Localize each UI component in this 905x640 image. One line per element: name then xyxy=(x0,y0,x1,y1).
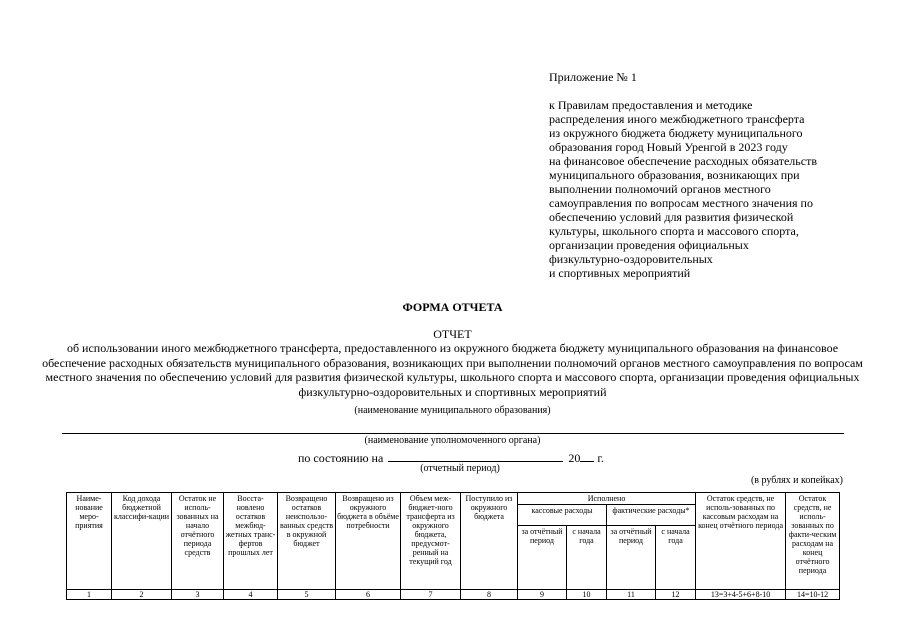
report-table xyxy=(66,492,840,600)
appendix-block xyxy=(549,70,869,280)
column-number: 9 xyxy=(518,590,567,600)
appendix-line: организации проведения официальных xyxy=(549,238,749,252)
header-cell: Остаток средств, не исполь-зованных по кассовым расходам на конец отчётного периода xyxy=(696,493,786,590)
header-cell: Код дохода бюджетной классифи-кации xyxy=(112,493,172,590)
appendix-line: муниципального образования, возникающих при xyxy=(549,168,800,182)
appendix-line: выполнении полномочий органов местного xyxy=(549,182,771,196)
appendix-line: культуры, школьного спорта и массового спорта, xyxy=(549,224,799,238)
header-cell-cash: кассовые расходы xyxy=(518,505,607,526)
header-cell: Остаток средств, не исполь-зованных по факти-ческим расходам на конец отчётного периода xyxy=(786,493,840,590)
header-cell: Восста-новлено остатков межбюд-жетных транс-фертов прошлых лет xyxy=(224,493,278,590)
header-cell: Остаток не исполь-зованных на начало отчётного периода средств xyxy=(172,493,224,590)
header-cell: с начала года xyxy=(567,526,607,590)
year-suffix: г. xyxy=(597,451,604,465)
appendix-line: и спортивных мероприятий xyxy=(549,266,691,280)
municipality-caption: (наименование муниципального образования) xyxy=(354,405,551,416)
header-cell: Возвращено остатков неиспользо-ванных средств в окружной бюджет xyxy=(278,493,336,590)
column-number: 8 xyxy=(461,590,518,600)
appendix-line: обеспечению условий для развития физической xyxy=(549,210,794,224)
header-cell-actual: фактические расходы* xyxy=(607,505,696,526)
column-number: 1 xyxy=(67,590,112,600)
column-number: 3 xyxy=(172,590,224,600)
column-number-row xyxy=(67,590,840,600)
form-title: ФОРМА ОТЧЕТА xyxy=(402,300,503,314)
column-number: 12 xyxy=(656,590,696,600)
authority-caption: (наименование уполномоченного органа) xyxy=(364,435,541,446)
header-cell-executed: Исполнено xyxy=(518,493,696,505)
appendix-line: к Правилам предоставления и методике xyxy=(549,98,753,112)
header-cell: Поступило из окружного бюджета xyxy=(461,493,518,590)
header-cell: Возвращено из окружного бюджета в объёме потребности xyxy=(336,493,401,590)
header-row xyxy=(67,493,840,505)
appendix-line: физкультурно-оздоровительных xyxy=(549,252,713,266)
units-label: (в рублях и копейках) xyxy=(750,475,843,486)
report-title: ОТЧЕТ xyxy=(433,327,472,341)
appendix-title: Приложение № 1 xyxy=(549,70,637,84)
appendix-lines xyxy=(549,98,869,280)
appendix-line: из окружного бюджета бюджету муниципального xyxy=(549,126,803,140)
authority-line xyxy=(62,433,844,434)
header-cell: с начала года xyxy=(656,526,696,590)
appendix-line: самоуправления по вопросам местного значения по xyxy=(549,196,813,210)
appendix-line: на финансовое обеспечение расходных обязательств xyxy=(549,154,818,168)
column-number: 2 xyxy=(112,590,172,600)
column-number: 7 xyxy=(401,590,461,600)
date-blank xyxy=(388,451,563,462)
column-number: 14=10-12 xyxy=(786,590,840,600)
header-cell: за отчётный период xyxy=(607,526,656,590)
header-cell: за отчётный период xyxy=(518,526,567,590)
appendix-line: распределения иного межбюджетного трансферта xyxy=(549,112,805,126)
year-blank xyxy=(580,451,594,462)
header-cell: Объем меж-бюджет-ного трансферта из окружного бюджета, предусмот-ренный на текущий год xyxy=(401,493,461,590)
column-number: 11 xyxy=(607,590,656,600)
header-cell: Наиме-нование меро-приятия xyxy=(67,493,112,590)
column-number: 5 xyxy=(278,590,336,600)
year-prefix: 20 xyxy=(568,451,581,465)
column-number: 10 xyxy=(567,590,607,600)
column-number: 13=3+4-5+6+8-10 xyxy=(696,590,786,600)
column-number: 6 xyxy=(336,590,401,600)
as-of-prefix: по состоянию на xyxy=(298,451,384,465)
report-description: об использовании иного межбюджетного трансферта, предоставленного из окружного бюджета бюджету муниципального образования на финансовое обеспечение расходных обязательств муниципального образования, возникающих при выполнении полномочий органов местного самоуправления по вопросам местного значения по обеспечению условий для развития физической культуры, школьного спорта и массового спорта, организации проведения официальных физкультурно-оздоровительных и спортивных мероприятий xyxy=(42,341,863,399)
appendix-line: образования город Новый Уренгой в 2023 году xyxy=(549,140,788,154)
column-number: 4 xyxy=(224,590,278,600)
period-caption: (отчетный период) xyxy=(420,463,500,474)
